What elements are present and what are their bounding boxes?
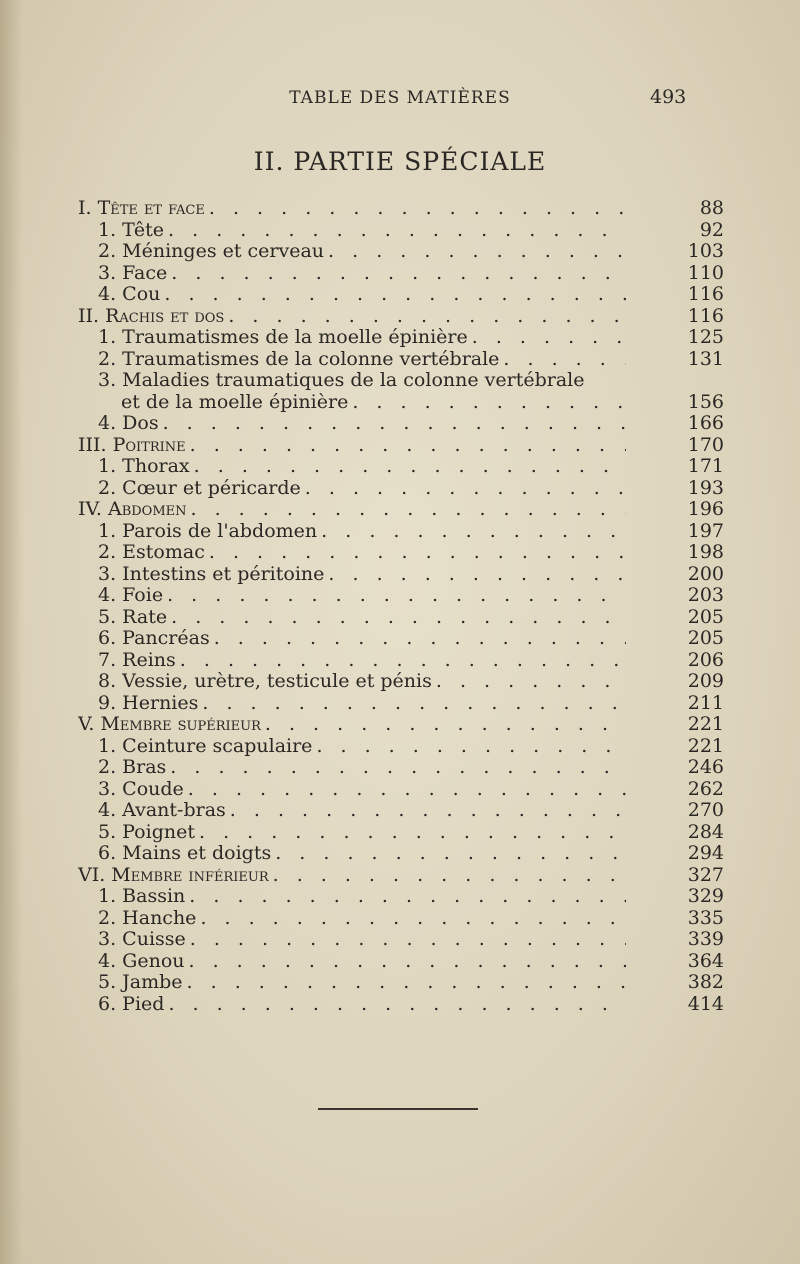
- toc-page-number: 116: [687, 304, 724, 327]
- toc-entry-label: 3. Maladies traumatiques de la colonne vertébrale: [98, 370, 585, 391]
- toc-item: [78, 585, 738, 607]
- toc-entry-label: 6. Pied: [98, 993, 165, 1015]
- dot-leader: [224, 306, 626, 328]
- toc-entry-label: I. Tête et face: [78, 198, 205, 219]
- toc-item: [78, 284, 738, 306]
- toc-item: [78, 650, 738, 672]
- toc-page-number: 170: [687, 433, 724, 456]
- toc-item: [78, 628, 738, 650]
- toc-page-number: 110: [687, 261, 724, 284]
- running-head: TABLE DES MATIÈRES: [289, 88, 511, 108]
- dot-leader: [195, 822, 626, 844]
- dot-leader: [186, 929, 626, 951]
- toc-page-number: 203: [687, 584, 724, 606]
- dot-leader: [226, 800, 626, 822]
- toc-section: [78, 198, 738, 220]
- toc-item: [78, 843, 738, 865]
- dot-leader: [205, 198, 626, 220]
- toc-page-number: 125: [687, 326, 724, 348]
- dot-leader: [269, 865, 626, 887]
- dot-leader: [185, 886, 626, 908]
- dot-leader: [324, 241, 626, 263]
- toc-entry-label: 5. Rate: [98, 606, 168, 628]
- dot-leader: [317, 521, 626, 543]
- toc-page-number: 198: [687, 541, 724, 563]
- toc-page-number: 209: [687, 670, 724, 692]
- toc-item: [78, 929, 738, 951]
- toc-entry-label: V. Membre supérieur: [78, 714, 261, 735]
- dot-leader: [186, 435, 626, 457]
- dot-leader: [166, 757, 626, 779]
- dot-leader: [324, 564, 626, 586]
- toc-item: [78, 456, 738, 478]
- toc-page-number: 200: [687, 562, 724, 585]
- toc-item: [78, 349, 738, 371]
- toc-page-number: 262: [687, 777, 724, 800]
- toc-item: [78, 241, 738, 263]
- toc-page-number: 103: [687, 240, 724, 262]
- toc-item: [78, 693, 738, 715]
- toc-section: [78, 306, 738, 328]
- toc-entry-label: et de la moelle épinière: [121, 391, 349, 413]
- dot-leader: [159, 413, 626, 435]
- toc-page-number: 193: [687, 476, 724, 499]
- toc-item: [78, 413, 738, 435]
- toc-entry-label: 1. Thorax: [98, 456, 190, 477]
- dot-leader: [301, 478, 626, 500]
- toc-page-number: 339: [687, 928, 724, 950]
- toc-entry-label: 2. Traumatismes de la colonne vertébrale: [98, 348, 500, 370]
- toc-page-number: 221: [687, 713, 724, 735]
- toc-item: [78, 951, 738, 973]
- toc-page-number: 206: [687, 648, 724, 671]
- dot-leader: [183, 972, 626, 994]
- toc-section: [78, 499, 738, 521]
- toc-item: [78, 757, 738, 779]
- toc-item-continuation: [78, 392, 738, 414]
- toc-entry-label: II. Rachis et dos: [78, 305, 225, 327]
- toc-page-number: 171: [687, 455, 724, 477]
- toc-item: [78, 908, 738, 930]
- dot-leader: [187, 499, 626, 521]
- toc-entry-label: 5. Jambe: [98, 972, 183, 993]
- toc-page-number: 205: [687, 627, 724, 649]
- dot-leader: [163, 585, 626, 607]
- dot-leader: [271, 843, 626, 865]
- toc-item: [78, 327, 738, 349]
- toc-entry-label: VI. Membre inférieur: [78, 864, 269, 886]
- dot-leader: [210, 628, 626, 650]
- toc-page-number: 294: [687, 842, 724, 864]
- toc-page-number: 92: [699, 218, 724, 241]
- toc-item: [78, 736, 738, 758]
- toc-entry-label: 3. Intestins et péritoine: [98, 563, 325, 585]
- toc-page-number: 88: [699, 197, 724, 219]
- toc-entry-label: 1. Ceinture scapulaire: [98, 735, 313, 757]
- closing-rule: [318, 1108, 478, 1110]
- toc-entry-label: 5. Poignet: [98, 821, 195, 843]
- dot-leader: [160, 284, 626, 306]
- toc-entry-label: 2. Hanche: [98, 907, 197, 929]
- toc-entry-label: 2. Méninges et cerveau: [98, 241, 325, 262]
- toc-page-number: 131: [687, 347, 724, 370]
- toc-entry-label: 4. Dos: [98, 413, 159, 434]
- toc-item: [78, 800, 738, 822]
- dot-leader: [185, 951, 626, 973]
- toc-page-number: 329: [687, 885, 724, 907]
- dot-leader: [499, 349, 626, 371]
- dot-leader: [176, 650, 626, 672]
- toc-item: [78, 607, 738, 629]
- toc-item: [78, 779, 738, 801]
- toc-item: [78, 370, 738, 392]
- toc-entry-label: 1. Tête: [98, 219, 165, 241]
- toc-item: [78, 671, 738, 693]
- toc-entry-label: 4. Avant-bras: [98, 800, 226, 821]
- toc-section: [78, 435, 738, 457]
- toc-page-number: 156: [687, 390, 724, 413]
- toc-entry-label: 2. Estomac: [98, 542, 205, 563]
- toc-entry-label: 7. Reins: [98, 649, 176, 671]
- dot-leader: [261, 714, 626, 736]
- toc-entry-label: 1. Bassin: [98, 886, 186, 907]
- toc-page-number: 364: [687, 949, 724, 972]
- toc-entry-label: 6. Pancréas: [98, 628, 210, 649]
- dot-leader: [348, 392, 626, 414]
- toc-page-number: 166: [687, 412, 724, 434]
- toc-entry-label: III. Poitrine: [78, 434, 186, 456]
- toc-entry-label: 3. Coude: [98, 778, 184, 800]
- dot-leader: [167, 263, 626, 285]
- toc-item: [78, 564, 738, 586]
- toc-page-number: 382: [687, 971, 724, 993]
- toc-item: [78, 994, 738, 1016]
- toc-item: [78, 263, 738, 285]
- dot-leader: [432, 671, 626, 693]
- toc-entry-label: 4. Foie: [98, 585, 164, 606]
- dot-leader: [205, 542, 626, 564]
- toc-entry-label: 4. Genou: [98, 950, 185, 972]
- toc-page-number: 246: [687, 756, 724, 778]
- toc-entry-label: 1. Traumatismes de la moelle épinière: [98, 327, 468, 348]
- toc-item: [78, 886, 738, 908]
- toc-entry-label: 9. Hernies: [98, 692, 199, 714]
- toc-page-number: 196: [687, 498, 724, 520]
- dot-leader: [164, 994, 626, 1016]
- toc-entry-label: 8. Vessie, urètre, testicule et pénis: [98, 671, 432, 692]
- toc-entry-label: 6. Mains et doigts: [98, 843, 272, 864]
- toc-page-number: 205: [687, 605, 724, 628]
- toc-page-number: 284: [687, 820, 724, 843]
- dot-leader: [167, 607, 626, 629]
- dot-leader: [196, 908, 626, 930]
- toc-entry-label: 3. Face: [98, 262, 168, 284]
- page-number: 493: [650, 86, 687, 108]
- toc-entry-label: 2. Cœur et péricarde: [98, 477, 301, 499]
- toc-item: [78, 972, 738, 994]
- toc-item: [78, 521, 738, 543]
- toc-page-number: 335: [687, 906, 724, 929]
- toc-entry-label: 4. Cou: [98, 284, 161, 305]
- dot-leader: [164, 220, 626, 242]
- toc-entry-label: 1. Parois de l'abdomen: [98, 520, 318, 542]
- table-of-contents: [78, 198, 738, 1015]
- toc-page-number: 197: [687, 519, 724, 542]
- toc-item: [78, 542, 738, 564]
- toc-entry-label: 3. Cuisse: [98, 929, 186, 950]
- binding-shadow: [0, 0, 22, 1264]
- toc-page-number: 221: [687, 734, 724, 757]
- toc-item: [78, 220, 738, 242]
- dot-leader: [190, 456, 626, 478]
- toc-page-number: 211: [687, 691, 724, 714]
- toc-page-number: 414: [687, 992, 724, 1015]
- toc-section: [78, 714, 738, 736]
- dot-leader: [184, 779, 626, 801]
- toc-entry-label: 2. Bras: [98, 757, 167, 778]
- toc-entry-label: IV. Abdomen: [78, 499, 187, 520]
- dot-leader: [468, 327, 626, 349]
- dot-leader: [198, 693, 626, 715]
- part-title: II. PARTIE SPÉCIALE: [253, 147, 547, 176]
- toc-section: [78, 865, 738, 887]
- toc-item: [78, 478, 738, 500]
- toc-page-number: 116: [687, 283, 724, 305]
- toc-page-number: 327: [687, 863, 724, 886]
- dot-leader: [312, 736, 626, 758]
- toc-page-number: 270: [687, 799, 724, 821]
- toc-item: [78, 822, 738, 844]
